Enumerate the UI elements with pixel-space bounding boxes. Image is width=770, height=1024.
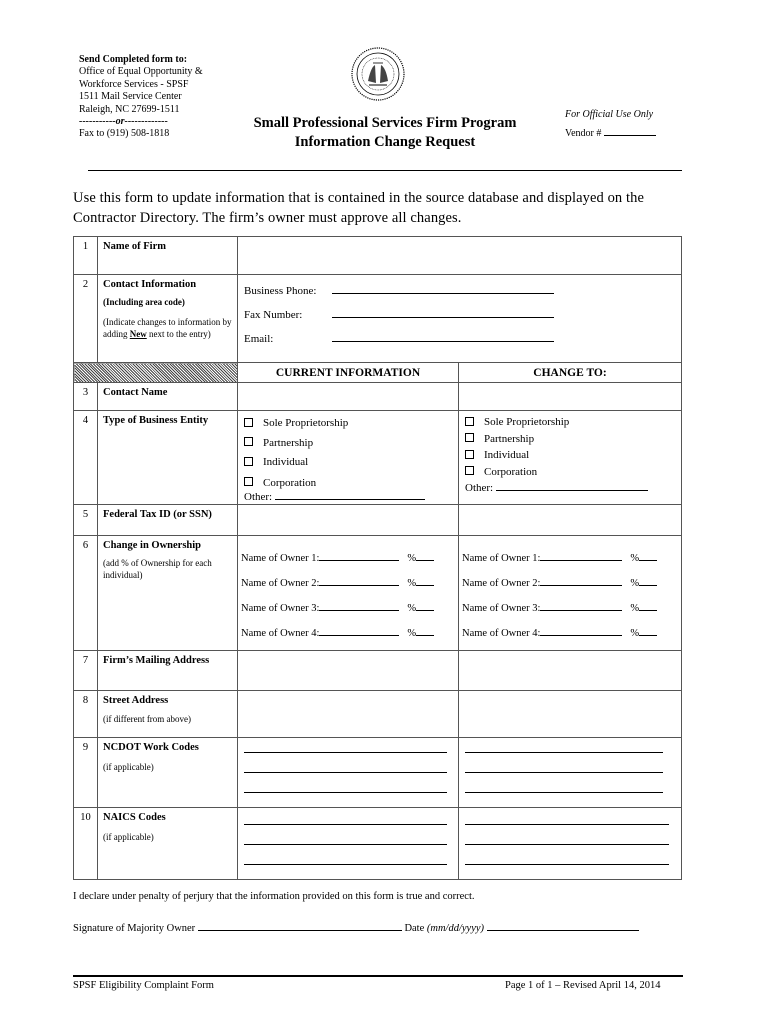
checkbox-corporation-current[interactable] (244, 477, 253, 486)
owner-label: Name of Owner 2: (241, 577, 320, 589)
tax-id-change[interactable] (459, 504, 682, 535)
other-label: Other: (244, 490, 273, 503)
form-title (230, 114, 540, 152)
intro-text: Use this form to update information that is contained in the source database and displayed on the Contractor Directory. The firm’s owner must approve all changes. (73, 190, 645, 226)
street-address-current[interactable] (238, 690, 459, 737)
naics-current-line[interactable] (244, 832, 447, 845)
work-code-current-line[interactable] (244, 740, 447, 753)
fax-number-field[interactable] (332, 317, 554, 318)
checkbox-partnership-change[interactable] (465, 433, 474, 442)
naics-sub: (if applicable) (103, 831, 154, 842)
owner-label: Name of Owner 2: (462, 577, 541, 589)
vendor-label: Vendor # (565, 128, 602, 139)
owner-2-current-field[interactable] (319, 585, 399, 586)
row-label-federal-tax-id: Federal Tax ID (or SSN) (103, 508, 212, 520)
row-number: 5 (74, 504, 98, 535)
name-of-firm-field[interactable] (238, 237, 682, 275)
state-seal-icon (351, 47, 405, 101)
header-divider (88, 170, 682, 171)
information-table: 1 Name of Firm 2 Contact Information (Including area code) (Indicate changes to information by adding New next to the entry) Business Phone: Fax Number: Email: CURRENT INFORMATION CHANGE TO: 3 Contact Name 4 Type of Business Entity Sole Proprietorship Partnership Individual Corporation Other: Sole Proprietorship Partnership Individual Corporation Other: 5 Federal Tax ID (or SSN) 6 Change in Ownership (add % of Ownership for each individual) Name of Owner 1: % Name of Owner 2: % Name of Owner 3: % Name of Owner 4: % Name of Owner 1: % Name of Owner 2: % Name of Owner 3: % Name of Owner 4: % 7 Firm’s Mailing Address 8 Street Address (if different from above) 9 NCDOT Work Codes (if applicable) 10 NAICS Codes (if applicable) (73, 236, 682, 880)
other-entity-current-field[interactable] (275, 499, 425, 500)
owner-1-change-field[interactable] (540, 560, 622, 561)
row-label-ncdot-work-codes: NCDOT Work Codes (103, 741, 199, 753)
send-to-fax: Fax to (919) 508-1818 (79, 128, 170, 140)
option-label: Individual (484, 449, 530, 461)
row-label-mailing-address: Firm’s Mailing Address (103, 654, 210, 666)
declaration-text: I declare under penalty of perjury that the information provided on this form is true and correct. (73, 891, 475, 902)
ownership-sub: (add % of Ownership for each individual) (103, 557, 212, 580)
footer-divider (73, 975, 683, 977)
owner-2-current-pct[interactable] (416, 585, 434, 586)
naics-change-line[interactable] (465, 812, 669, 825)
naics-current-line[interactable] (244, 812, 447, 825)
send-to-line: Workforce Services - SPSF (79, 78, 189, 90)
owner-2-change-field[interactable] (540, 585, 622, 586)
title-line1: Small Professional Services Firm Program (253, 115, 517, 131)
naics-change-line[interactable] (465, 852, 669, 865)
send-to-line: Raleigh, NC 27699-1511 (79, 103, 180, 115)
tax-id-current[interactable] (238, 504, 459, 535)
send-to-line: 1511 Mail Service Center (79, 91, 182, 103)
owner-3-current-pct[interactable] (416, 610, 434, 611)
send-to-heading: Send Completed form to: (79, 54, 188, 65)
owner-label: Name of Owner 1: (241, 552, 320, 564)
row-number: 10 (74, 807, 98, 879)
contact-name-current[interactable] (238, 383, 459, 411)
contact-sub-instruction: (Indicate changes to information by adding New next to the entry) (103, 317, 232, 339)
owner-1-current-field[interactable] (319, 560, 399, 561)
owner-4-current-pct[interactable] (416, 635, 434, 636)
owner-label: Name of Owner 3: (241, 602, 320, 614)
owner-4-change-pct[interactable] (639, 635, 657, 636)
checkbox-corporation-change[interactable] (465, 466, 474, 475)
naics-change-line[interactable] (465, 832, 669, 845)
send-to-or: -----------or------------- (79, 116, 168, 128)
contact-name-change[interactable] (459, 383, 682, 411)
owner-2-change-pct[interactable] (639, 585, 657, 586)
work-codes-sub: (if applicable) (103, 761, 154, 772)
option-label: Corporation (484, 465, 538, 478)
mailing-address-current[interactable] (238, 650, 459, 690)
date-label: Date (404, 923, 425, 934)
owner-4-change-field[interactable] (540, 635, 622, 636)
street-address-sub: (if different from above) (103, 713, 192, 724)
signature-label: Signature of Majority Owner (73, 923, 196, 934)
option-label: Individual (263, 456, 309, 468)
date-field[interactable] (487, 930, 639, 931)
email-field[interactable] (332, 341, 554, 342)
option-label: Sole Proprietorship (484, 416, 570, 428)
checkbox-individual-current[interactable] (244, 457, 253, 466)
checkbox-sole-proprietorship-change[interactable] (465, 417, 474, 426)
row-label-change-in-ownership: Change in Ownership (103, 539, 202, 551)
row-label-contact-name: Contact Name (103, 387, 168, 398)
row-number: 3 (74, 383, 98, 411)
footer-form-name: SPSF Eligibility Complaint Form (73, 980, 214, 991)
owner-label: Name of Owner 3: (462, 602, 541, 614)
row-label-contact-information: Contact Information (103, 279, 197, 290)
other-label: Other: (465, 482, 494, 494)
checkbox-partnership-current[interactable] (244, 437, 253, 446)
signature-field[interactable] (198, 930, 402, 931)
work-code-change-line[interactable] (465, 740, 663, 753)
row-label-name-of-firm: Name of Firm (103, 241, 166, 252)
fax-number-label: Fax Number: (244, 309, 303, 321)
footer-page-info: Page 1 of 1 – Revised April 14, 2014 (505, 980, 661, 991)
option-label: Partnership (484, 432, 535, 445)
street-address-change[interactable] (459, 690, 682, 737)
email-label: Email: (244, 333, 274, 345)
other-entity-change-field[interactable] (496, 490, 648, 491)
work-code-current-line[interactable] (244, 760, 447, 773)
send-to-block (79, 54, 203, 141)
option-label: Partnership (263, 436, 314, 449)
mailing-address-change[interactable] (459, 650, 682, 690)
checkbox-sole-proprietorship-current[interactable] (244, 418, 253, 427)
row-label-business-entity: Type of Business Entity (103, 415, 209, 426)
option-label: Corporation (263, 476, 317, 489)
owner-3-current-field[interactable] (319, 610, 399, 611)
owner-3-change-pct[interactable] (639, 610, 657, 611)
current-information-header: CURRENT INFORMATION (238, 363, 459, 383)
row-number: 7 (74, 650, 98, 690)
business-phone-label: Business Phone: (244, 285, 317, 297)
row-label-street-address: Street Address (103, 694, 169, 706)
hatched-header-cell (74, 363, 238, 383)
owner-4-current-field[interactable] (319, 635, 399, 636)
owner-label: Name of Owner 4: (462, 627, 541, 639)
signature-row (73, 923, 639, 934)
owner-1-change-pct[interactable] (639, 560, 657, 561)
work-code-change-line[interactable] (465, 780, 663, 793)
row-number: 2 (74, 275, 98, 363)
official-use-label: For Official Use Only (565, 109, 654, 120)
option-label: Sole Proprietorship (263, 417, 349, 429)
business-phone-field[interactable] (332, 293, 554, 294)
contact-sub-area-code: (Including area code) (103, 297, 185, 307)
owner-label: Name of Owner 4: (241, 627, 320, 639)
official-use-block (565, 105, 656, 143)
row-number: 1 (74, 237, 98, 275)
work-code-current-line[interactable] (244, 780, 447, 793)
owner-3-change-field[interactable] (540, 610, 622, 611)
work-code-change-line[interactable] (465, 760, 663, 773)
row-number: 4 (74, 411, 98, 505)
row-number: 9 (74, 737, 98, 807)
send-to-line: Office of Equal Opportunity & (79, 66, 203, 78)
checkbox-individual-change[interactable] (465, 450, 474, 459)
owner-label: Name of Owner 1: (462, 552, 541, 564)
title-line2: Information Change Request (294, 134, 476, 150)
row-number: 6 (74, 535, 98, 650)
owner-1-current-pct[interactable] (416, 560, 434, 561)
vendor-number-field[interactable] (604, 135, 656, 136)
naics-current-line[interactable] (244, 852, 447, 865)
row-number: 8 (74, 690, 98, 737)
change-to-header: CHANGE TO: (459, 363, 682, 383)
date-format: (mm/dd/yyyy) (426, 923, 485, 934)
row-label-naics-codes: NAICS Codes (103, 811, 166, 823)
